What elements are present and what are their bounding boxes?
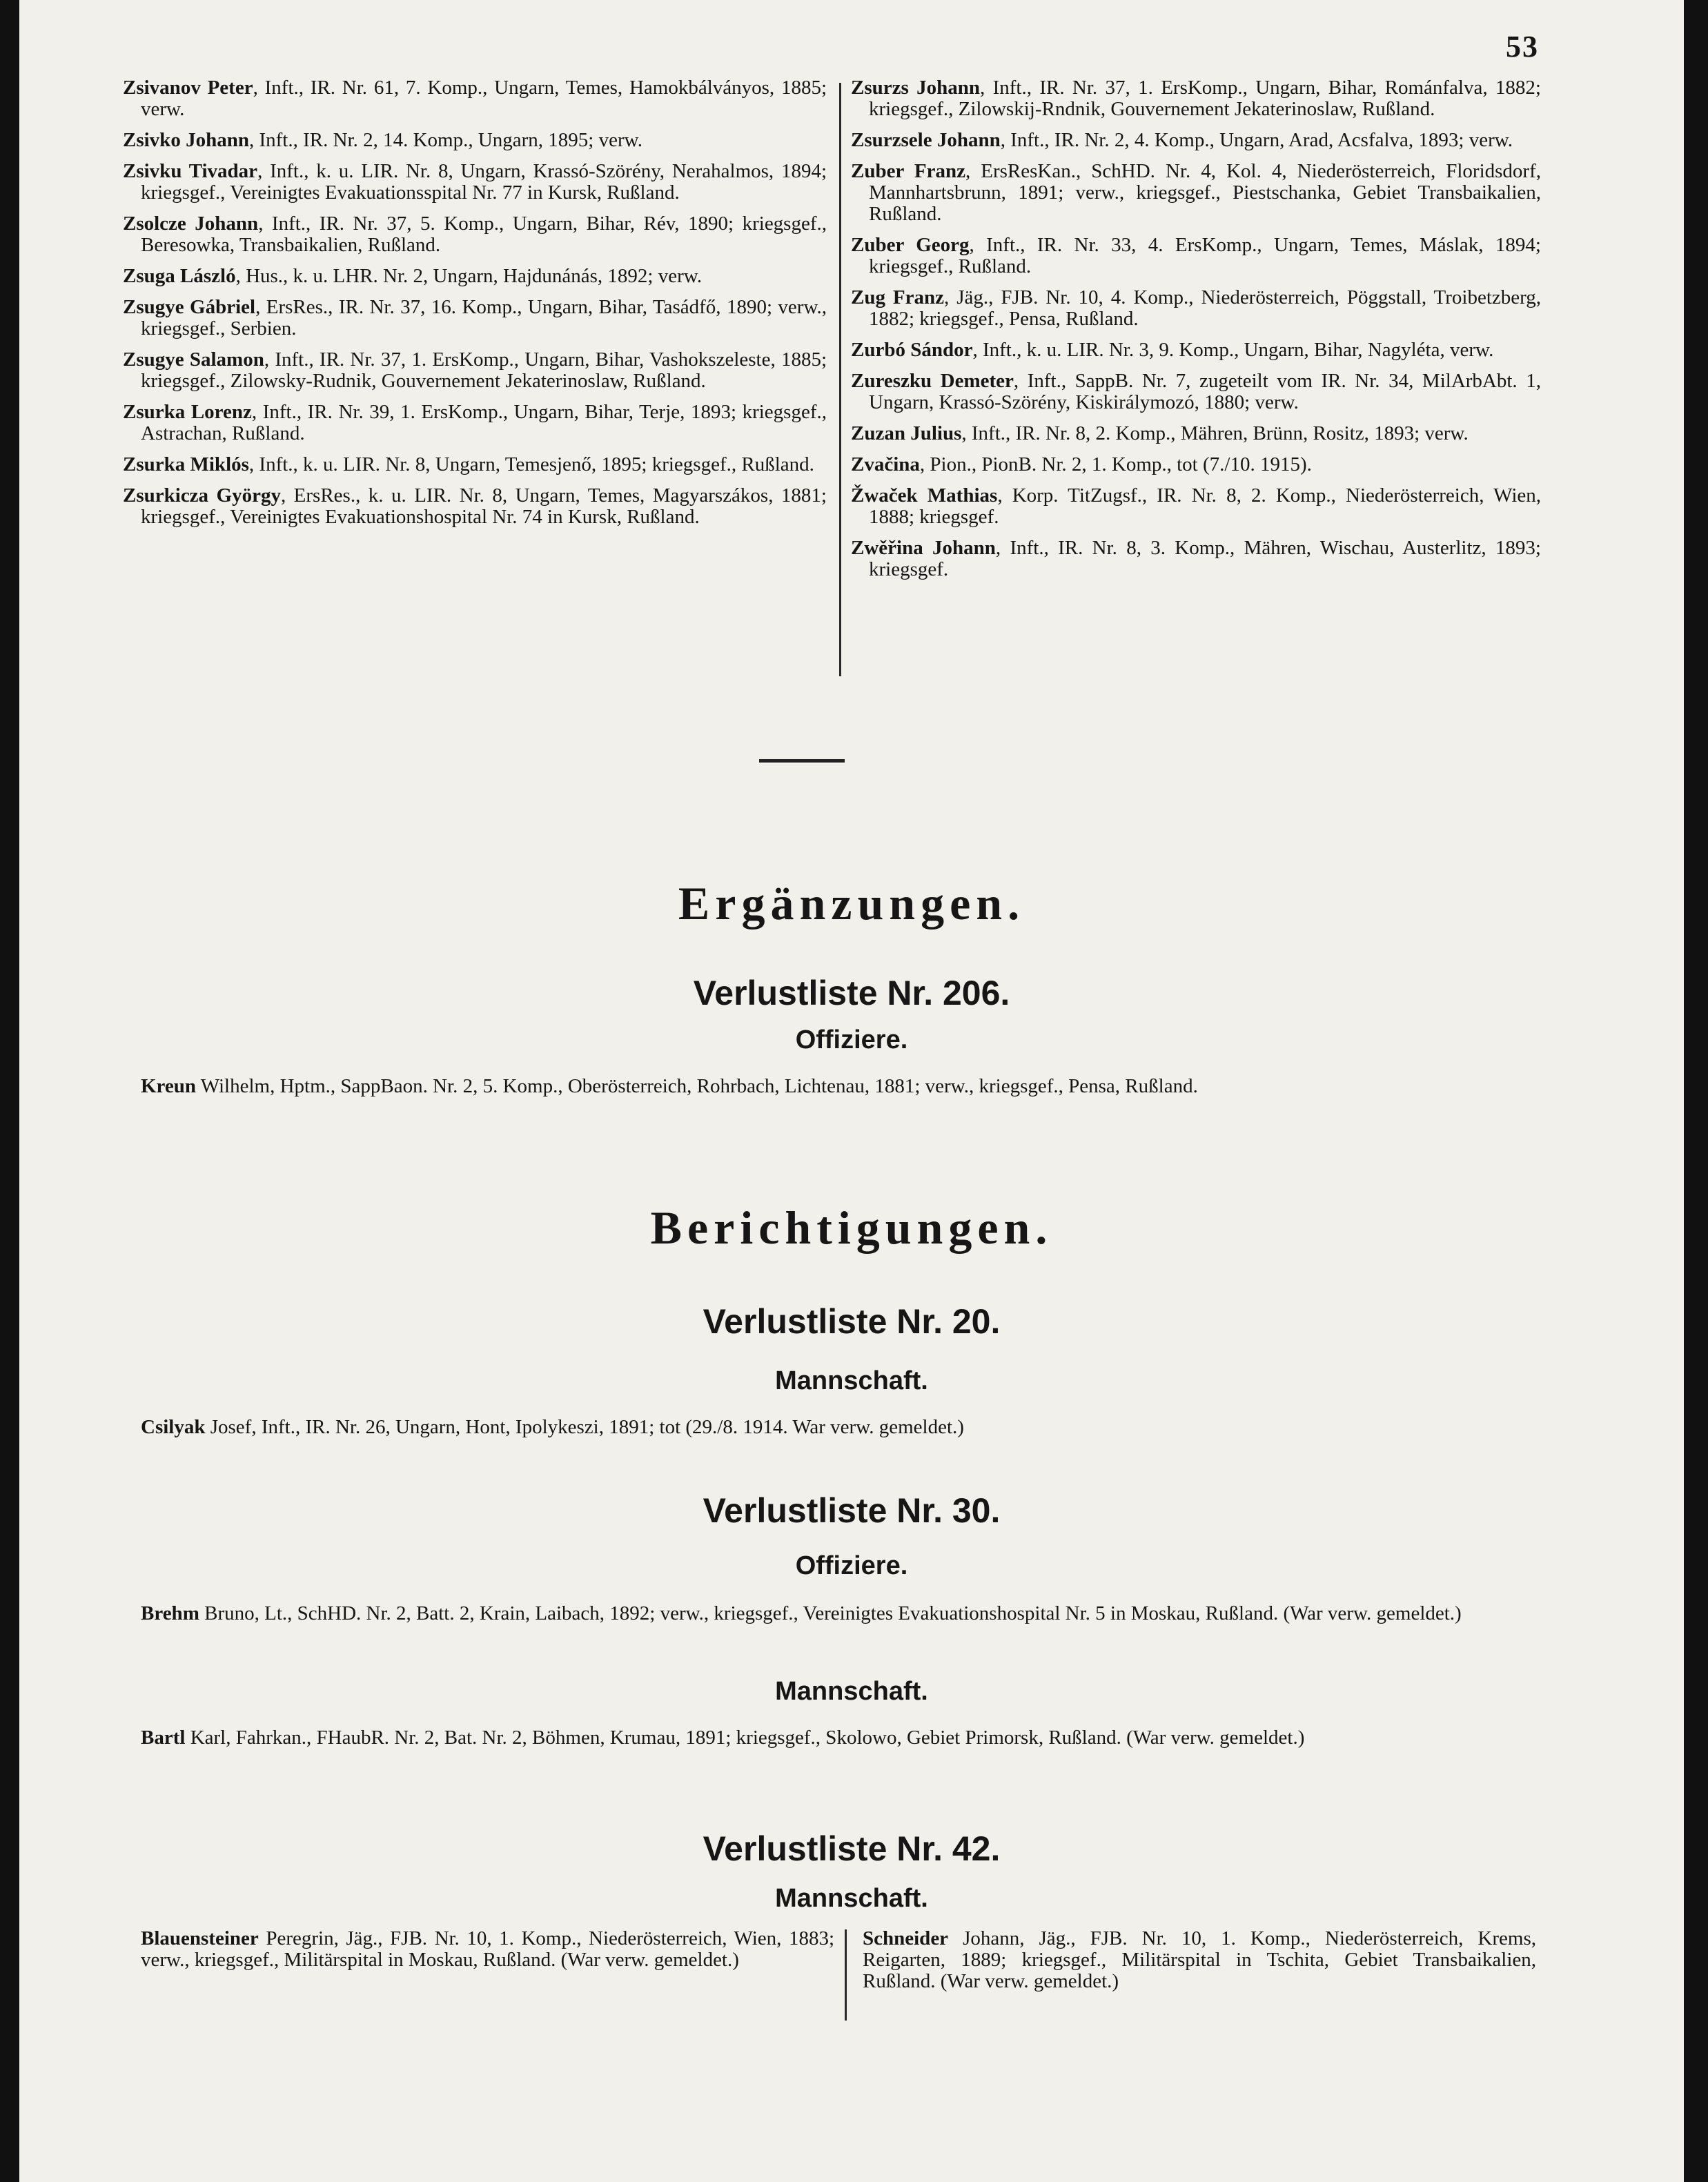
left-column: [123, 77, 827, 538]
entry-paragraph: Csilyak Josef, Inft., IR. Nr. 26, Ungarn, Hont, Ipolykeszi, 1891; tot (29./8. 1914. War verw. gemeldet.): [141, 1416, 964, 1438]
list-entry: Zsurzsele Johann, Inft., IR. Nr. 2, 4. Komp., Ungarn, Arad, Acsfalva, 1893; verw.: [851, 129, 1513, 151]
entry-paragraph: Brehm Bruno, Lt., SchHD. Nr. 2, Batt. 2, Krain, Laibach, 1892; verw., kriegsgef., Vereinigtes Evakuationshospital Nr. 5 in Moskau, Rußland. (War verw. gemeldet.): [141, 1602, 1462, 1624]
list-entry: Zsuga László, Hus., k. u. LHR. Nr. 2, Ungarn, Hajdunánás, 1892; verw.: [123, 265, 703, 287]
entry-paragraph: Schneider Johann, Jäg., FJB. Nr. 10, 1. Komp., Niederösterreich, Krems, Reigarten, 1889; kriegsgef., Militärspital in Tschita, Gebiet Transbaikalien, Rußland. (War verw. gemeldet.): [863, 1927, 1536, 1992]
list-entry: Zsivku Tivadar, Inft., k. u. LIR. Nr. 8, Ungarn, Krassó-Szörény, Nerahalmos, 1894; kriegsgef., Vereinigtes Evakuationsspital Nr. 77 in Kursk, Rußland.: [123, 160, 827, 204]
subheading: Mannschaft.: [775, 1366, 928, 1395]
list-entry: Zurbó Sándor, Inft., k. u. LIR. Nr. 3, 9. Komp., Ungarn, Bihar, Nagyléta, verw.: [851, 339, 1494, 361]
list-entry: Zsugye Gábriel, ErsRes., IR. Nr. 37, 16. Komp., Ungarn, Bihar, Tasádfő, 1890; verw., kriegsgef., Serbien.: [123, 296, 827, 340]
entry-paragraph: Bartl Karl, Fahrkan., FHaubR. Nr. 2, Bat. Nr. 2, Böhmen, Krumau, 1891; kriegsgef., Skolowo, Gebiet Primorsk, Rußland. (War verw. gemeldet.): [141, 1727, 1305, 1749]
right-column: [851, 77, 1541, 590]
section-divider: [759, 759, 845, 763]
list-title: Verlustliste Nr. 42.: [703, 1829, 1001, 1868]
list-title: Verlustliste Nr. 30.: [703, 1491, 1001, 1530]
list-entry: Zuber Franz, ErsResKan., SchHD. Nr. 4, Kol. 4, Niederösterreich, Floridsdorf, Mannhartsbrunn, 1891; verw., kriegsgef., Piestschanka, Gebiet Transbaikalien, Rußland.: [851, 160, 1542, 225]
list-entry: Zureszku Demeter, Inft., SappB. Nr. 7, zugeteilt vom IR. Nr. 34, MilArbAbt. 1, Ungarn, Krassó-Szörény, Kiskirálymozó, 1880; verw.: [851, 370, 1541, 413]
list-entry: Zsugye Salamon, Inft., IR. Nr. 37, 1. ErsKomp., Ungarn, Bihar, Vashokszeleste, 1885; kriegsgef., Zilowsky-Rudnik, Gouvernement Jekaterinoslaw, Rußland.: [123, 348, 827, 392]
page-number: 53: [1506, 30, 1539, 63]
subheading: Mannschaft.: [775, 1677, 928, 1706]
list-title: Verlustliste Nr. 20.: [703, 1302, 1001, 1341]
list-title: Verlustliste Nr. 206.: [693, 974, 1010, 1012]
list-entry: Zwěřina Johann, Inft., IR. Nr. 8, 3. Komp., Mähren, Wischau, Austerlitz, 1893; kriegsgef.: [851, 537, 1541, 580]
subheading: Mannschaft.: [775, 1884, 928, 1913]
list-entry: Zvačina, Pion., PionB. Nr. 2, 1. Komp., tot (7./10. 1915).: [851, 453, 1312, 475]
document-page: [19, 0, 1684, 2182]
list-entry: Zuber Georg, Inft., IR. Nr. 33, 4. ErsKomp., Ungarn, Temes, Máslak, 1894; kriegsgef., Rußland.: [851, 234, 1541, 277]
entry-paragraph: Blauensteiner Peregrin, Jäg., FJB. Nr. 10, 1. Komp., Niederösterreich, Wien, 1883; verw., kriegsgef., Militärspital in Moskau, Rußland. (War verw. gemeldet.): [141, 1927, 834, 1971]
heading-erganzungen: Ergänzungen.: [678, 877, 1025, 930]
subheading: Offiziere.: [795, 1025, 908, 1054]
list-entry: Zsivanov Peter, Inft., IR. Nr. 61, 7. Komp., Ungarn, Temes, Hamokbálványos, 1885; verw.: [123, 77, 827, 120]
list-entry: Zug Franz, Jäg., FJB. Nr. 10, 4. Komp., Niederösterreich, Pöggstall, Troibetzberg, 1882; kriegsgef., Pensa, Rußland.: [851, 286, 1541, 330]
list-entry: Zsurka Lorenz, Inft., IR. Nr. 39, 1. ErsKomp., Ungarn, Bihar, Terje, 1893; kriegsgef., Astrachan, Rußland.: [123, 401, 827, 444]
list-entry: Zuzan Julius, Inft., IR. Nr. 8, 2. Komp., Mähren, Brünn, Rositz, 1893; verw.: [851, 422, 1469, 444]
list-entry: Zsolcze Johann, Inft., IR. Nr. 37, 5. Komp., Ungarn, Bihar, Rév, 1890; kriegsgef., Beresowka, Transbaikalien, Rußland.: [123, 213, 827, 256]
column-divider: [845, 1929, 847, 2021]
list-entry: Zsurzs Johann, Inft., IR. Nr. 37, 1. ErsKomp., Ungarn, Bihar, Románfalva, 1882; kriegsgef., Zilowskij-Rndnik, Gouvernement Jekaterinoslaw, Rußland.: [851, 77, 1541, 120]
list-entry: Zsivko Johann, Inft., IR. Nr. 2, 14. Komp., Ungarn, 1895; verw.: [123, 129, 642, 151]
list-entry: Zsurkicza György, ErsRes., k. u. LIR. Nr. 8, Ungarn, Temes, Magyarszákos, 1881; kriegsgef., Vereinigtes Evakuationshospital Nr. 74 in Kursk, Rußland.: [123, 484, 827, 528]
entry-paragraph: Kreun Wilhelm, Hptm., SappBaon. Nr. 2, 5. Komp., Oberösterreich, Rohrbach, Lichtenau, 1881; verw., kriegsgef., Pensa, Rußland.: [141, 1075, 1198, 1097]
subheading: Offiziere.: [795, 1551, 908, 1580]
list-entry: Žwaček Mathias, Korp. TitZugsf., IR. Nr. 8, 2. Komp., Niederösterreich, Wien, 1888; kriegsgef.: [851, 484, 1541, 528]
heading-berichtigungen: Berichtigungen.: [650, 1201, 1053, 1254]
column-divider: [839, 83, 841, 676]
list-entry: Zsurka Miklós, Inft., k. u. LIR. Nr. 8, Ungarn, Temesjenő, 1895; kriegsgef., Rußland.: [123, 453, 814, 475]
